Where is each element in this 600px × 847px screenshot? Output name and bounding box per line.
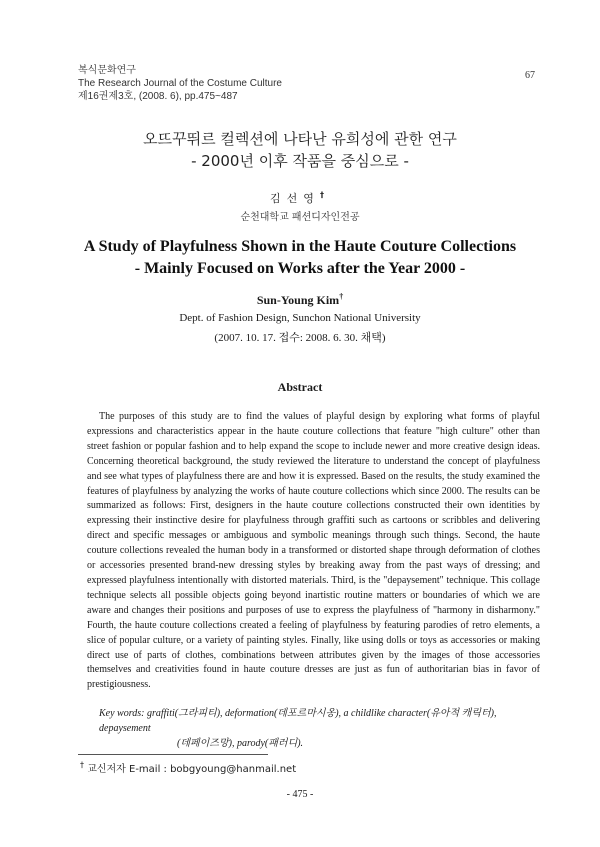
footnote bbox=[80, 760, 296, 775]
keywords bbox=[99, 706, 539, 751]
title-kr-line2: - 2000년 이후 작품을 중심으로 - bbox=[191, 152, 409, 170]
author-kr-dagger: † bbox=[319, 190, 330, 200]
author-kr bbox=[0, 190, 600, 206]
journal-header bbox=[78, 64, 282, 103]
abstract-heading: Abstract bbox=[277, 380, 323, 394]
author-kr-name: 김선영 bbox=[270, 192, 320, 205]
author-en-dagger: † bbox=[339, 292, 344, 301]
title-en-line1: A Study of Playfulness Shown in the Haute Couture Collections bbox=[83, 238, 517, 255]
keywords-line2: (데페이즈망), parody(패러디). bbox=[177, 738, 304, 749]
page-number-bottom: - 475 - bbox=[286, 789, 314, 800]
keywords-line1: graffiti(그라피티), deformation(데포르마시옹), a childlike character(유아적 캐릭터), depaysement bbox=[99, 708, 497, 734]
received-accepted-dates: (2007. 10. 17. 접수: 2008. 6. 30. 채택) bbox=[214, 332, 386, 344]
abstract-body: The purposes of this study are to find the values of playful design by exploring what forms of playful expressions and characteristics appear in the haute couture collections that feature "high culture" other than street fashion or popular fashion and to help expand the scope to include newer and more creative design ideas. Concerning theoretical background, the study reviewed the literature to understand the concept of playfulness and see what types of playfulness there are and how it is expressed. Based on the results, the study examined the features of playfulness by analyzing the works of haute couture collections which since 2000. The results can be summarized as follows: First, designers in the haute couture collections constructed their own identities by expressing their instinctive desire for playfulness through graffiti such as cartoons or scribbles and delivering direct and specific messages or ambiguous and symbolic meanings through such things. Second, the haute couture collections revealed the human body in a transformed or distorted shape through deformation of clothes or accessories presented brand-new dressing styles by breaking away from the past ways of dressing; and expressed playfulness intentionally with distorted materials. Third, is the "depaysement" technique. This collage technique selects all possible objects going beyond inartistic routine matters or boundaries of which we are aware and changes their positions and purposes of use to express the playfulness of "harmony in disharmony." Fourth, the haute couture collections created a feeling of playfulness by featuring parodies of retro elements, a slice of popular culture, or a variety of painting styles. Finally, like using dolls or toys as accessories or making direct use of parts of clothes, combinations between attributes given by the images of those accessories themselves and creativities found in haute couture dresses are just as fun of authoritarian bias in favor of prestigiousness. bbox=[87, 411, 540, 691]
title-en-line2: - Mainly Focused on Works after the Year 2000 - bbox=[134, 260, 466, 277]
footnote-divider bbox=[78, 754, 268, 755]
footnote-text: 교신저자 E-mail : bobgyoung@hanmail.net bbox=[87, 764, 297, 775]
title-kr-line1: 오뜨꾸뛰르 컬렉션에 나타난 유희성에 관한 연구 bbox=[143, 130, 457, 148]
page-number-top: 67 bbox=[525, 70, 535, 81]
journal-name-en: The Research Journal of the Costume Culture bbox=[78, 78, 282, 89]
author-en bbox=[0, 292, 600, 308]
footnote-marker: † bbox=[80, 760, 84, 770]
affiliation-en: Dept. of Fashion Design, Sunchon National University bbox=[179, 312, 421, 324]
keywords-label: Key words: bbox=[99, 708, 145, 719]
author-en-name: Sun-Young Kim bbox=[256, 293, 340, 307]
affiliation-kr: 순천대학교 패션디자인전공 bbox=[240, 212, 360, 223]
journal-name-kr: 복식문화연구 bbox=[78, 65, 136, 76]
journal-volume: 제16권제3호, (2008. 6), pp.475~487 bbox=[78, 91, 238, 102]
